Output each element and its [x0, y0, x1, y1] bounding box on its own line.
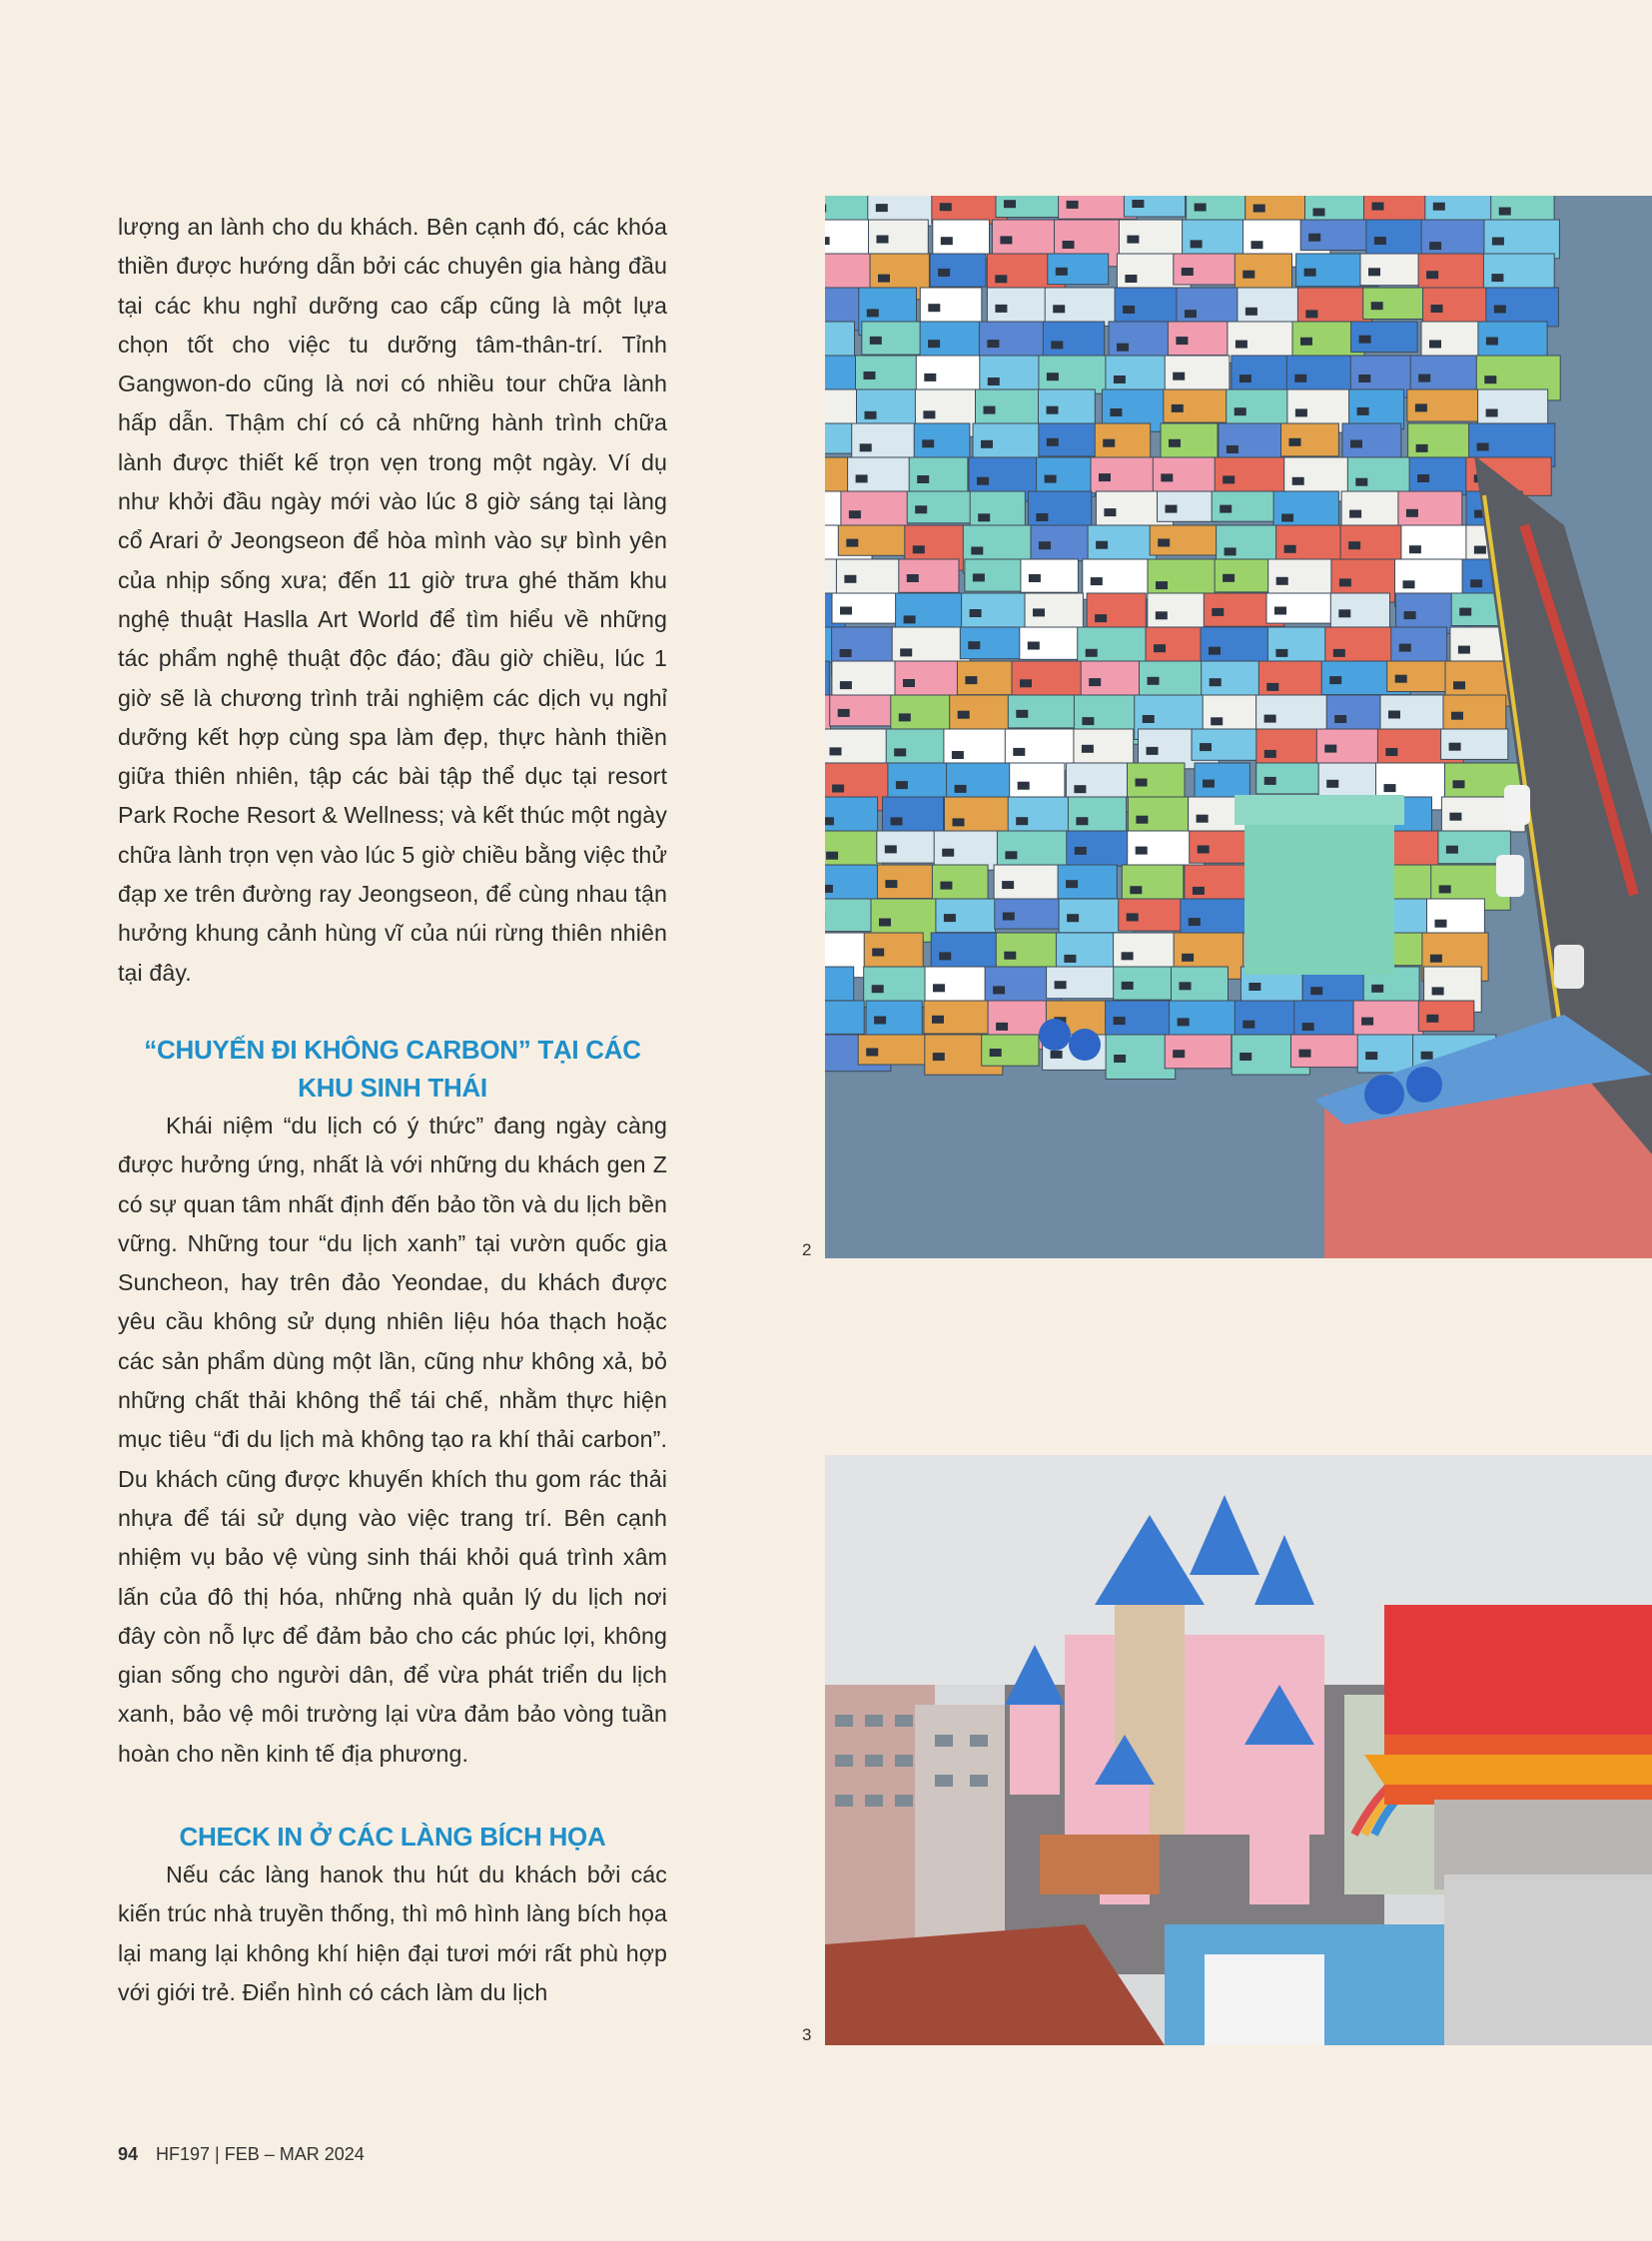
house-window [1064, 955, 1076, 963]
house-window [1365, 1052, 1377, 1060]
house-window [933, 1053, 945, 1061]
house-window [1329, 676, 1341, 684]
house-window [1197, 815, 1209, 823]
house-window [1284, 545, 1296, 553]
house-window [1122, 952, 1134, 960]
house-window [1089, 678, 1101, 686]
house-window [1368, 268, 1380, 276]
house-window [1176, 337, 1188, 345]
house-window [870, 337, 882, 345]
house-window [1096, 541, 1108, 549]
house-window [1136, 847, 1148, 855]
house-window [904, 615, 916, 623]
house-window [940, 203, 952, 211]
house-window [846, 539, 858, 547]
house-window [1220, 505, 1232, 513]
house-window [1494, 306, 1506, 314]
house-window [876, 204, 888, 212]
article-paragraph-3: Nếu các làng hanok thu hút du khách bởi các kiến trúc nhà truyền thống, thì mô hình làng bích họa lại mang lại không khí hiện đại tươi mới rất phù hợp với giới trẻ. Điển hình có cách làm du lịch [118, 1861, 667, 2005]
house-window [1033, 608, 1045, 616]
house-window [1499, 208, 1511, 216]
house-window [891, 817, 903, 825]
house-window [1275, 649, 1287, 657]
house-block [825, 423, 853, 453]
house-window [1292, 477, 1304, 485]
house-window [840, 649, 852, 657]
house-window [1051, 1051, 1063, 1059]
house-window [944, 914, 956, 922]
house-window [1004, 200, 1016, 208]
house-window [971, 547, 983, 555]
house-window [1294, 374, 1306, 382]
house-window [968, 641, 980, 649]
house-window [1114, 1055, 1126, 1063]
house-window [1029, 574, 1041, 582]
house-window [1333, 649, 1345, 657]
house-window [1117, 344, 1129, 352]
house-window [1432, 987, 1444, 995]
house-window [922, 439, 934, 447]
house-window [1066, 880, 1078, 888]
house-window [856, 474, 868, 482]
house-window [953, 818, 965, 826]
house-window [1385, 748, 1397, 756]
house-window [840, 607, 852, 615]
house-window [915, 505, 927, 513]
article-paragraph-1: lượng an lành cho du khách. Bên cạnh đó, các khóa thiền được hướng dẫn bởi các chuyên gia hàng đầu tại các khu nghỉ dưỡng cao cấp cũng là một lựa chọn tốt cho việc tu dưỡng tâm-thân-trí. Tỉnh Gangwon-do cũng là nơi có nhiều tour chữa lành hấp dẫn. Thậm chí có cả những hành trình chữa lành được thiết kế trọn vẹn trong một ngày. Ví dụ như khởi đầu ngày mới vào lúc 8 giờ sáng tại làng cổ Arari ở Jeongseon để hòa mình vào sự bình yên của nhịp sống xưa; đến 11 giờ trưa ghé thăm khu nghệ thuật Haslla Art World để tìm hiểu về những tác phẩm nghệ thuật độc đáo; đầu giờ chiều, lúc 1 giờ sẽ là chương trình trải nghiệm các dịch vụ nghỉ dưỡng kết hợp cùng spa làm đẹp, thực hành thiền giữa thiên nhiên, tập các bài tập thể dục tại resort Park Roche Resort & Wellness; và kết thúc một ngày chữa lành trọn vẹn vào lúc 5 giờ chiều bằng việc thử đạp xe trên đường ray Jeongseon, để cùng nhau tận hưởng khung cảnh hùng vĩ của núi rừng thiên nhiên tại đây. [118, 214, 667, 986]
house-window [825, 205, 826, 213]
house-window [1264, 715, 1276, 723]
house-window [928, 304, 940, 312]
house-window [1195, 204, 1207, 212]
house-window [1361, 1018, 1373, 1026]
house-window [1421, 1052, 1433, 1060]
house-window [924, 374, 936, 381]
house-window [1239, 374, 1251, 382]
house-window [1416, 444, 1428, 452]
house-window [958, 711, 970, 719]
house-block [825, 1001, 864, 1034]
photo-hillside-village [825, 196, 1652, 1258]
house-window [1264, 750, 1276, 758]
house-window [1281, 514, 1293, 522]
house-window [1130, 886, 1142, 894]
house-window [1339, 578, 1351, 586]
house-window [1426, 271, 1438, 279]
house-window [860, 443, 872, 451]
house-window [977, 477, 989, 485]
house-window [1036, 513, 1048, 521]
house-window [1143, 715, 1155, 723]
house-window [1274, 607, 1286, 615]
house-window [981, 440, 993, 448]
house-window [1047, 373, 1059, 380]
house-window [1308, 234, 1320, 242]
house-window [878, 275, 890, 283]
house-window [952, 751, 964, 759]
house-window [1388, 711, 1400, 719]
house-window [830, 747, 842, 755]
house-window [1266, 683, 1278, 691]
house-window [1067, 201, 1079, 209]
photo-castle-village [825, 1455, 1652, 2045]
house-window [1136, 816, 1148, 824]
house-window [1304, 269, 1316, 277]
house-window [899, 713, 911, 721]
house-window [1310, 987, 1322, 995]
house-window [1047, 438, 1059, 446]
house-window [1154, 644, 1166, 652]
house-window [1161, 473, 1173, 481]
house-window [1200, 743, 1212, 751]
house-window [1122, 982, 1134, 990]
house-window [1453, 780, 1465, 788]
house-window [1166, 505, 1178, 513]
house-window [1074, 785, 1086, 793]
house-window [879, 919, 891, 927]
photo-2-caption: 2 [802, 1240, 812, 1259]
house-window [973, 573, 985, 581]
house-window [942, 849, 954, 857]
house-window [913, 545, 925, 553]
house-window [1477, 443, 1489, 451]
house-window [1334, 715, 1346, 723]
house-window [1395, 675, 1407, 683]
house-window [1018, 782, 1030, 790]
house-window [1449, 743, 1461, 751]
house-window [1003, 913, 1015, 921]
house-window [1431, 305, 1443, 313]
house-window [1211, 717, 1223, 725]
house-window [1417, 474, 1429, 482]
house-window [1449, 813, 1461, 821]
house-window [1212, 608, 1224, 616]
house-window [1173, 1050, 1185, 1058]
house-window [907, 574, 919, 582]
house-window [1013, 748, 1025, 756]
house-window [1082, 717, 1094, 725]
house-window [1053, 305, 1065, 313]
house-window [1127, 913, 1139, 921]
house-window [1227, 445, 1239, 453]
house-window [825, 817, 834, 825]
house-window [1355, 478, 1367, 486]
house-window [1005, 851, 1017, 859]
house-window [896, 781, 908, 789]
house-window [838, 709, 850, 717]
section-heading-mural-villages: CHECK IN Ở CÁC LÀNG BÍCH HỌA [179, 1821, 606, 1852]
house-window [978, 513, 990, 521]
house-window [885, 845, 897, 853]
house-window [1295, 408, 1307, 416]
house-window [1002, 881, 1014, 889]
house-window [1158, 539, 1170, 547]
house-window [1302, 1023, 1314, 1031]
house-window [1348, 541, 1360, 549]
house-window [885, 880, 897, 888]
house-window [1000, 236, 1012, 244]
house-window [1180, 982, 1192, 990]
house-window [1156, 611, 1168, 619]
house-window [941, 237, 953, 245]
house-window [1253, 205, 1265, 213]
house-window [1372, 203, 1384, 211]
house-window [1172, 404, 1184, 412]
article-column [118, 208, 667, 2012]
house-window [1486, 409, 1498, 417]
house-window [1371, 302, 1383, 310]
house-window [1384, 784, 1396, 792]
house-window [1114, 375, 1126, 383]
house-window [1055, 981, 1067, 989]
house-block [825, 322, 855, 359]
house-window [1433, 203, 1445, 211]
house-window [1299, 1050, 1311, 1058]
house-window [1075, 847, 1087, 855]
house-window [1313, 208, 1325, 216]
house-window [864, 372, 876, 379]
house-window [1051, 341, 1063, 349]
house-window [996, 1023, 1008, 1031]
house-window [1095, 614, 1107, 622]
house-window [840, 681, 852, 689]
house-window [1399, 644, 1411, 652]
house-window [1350, 440, 1362, 448]
house-window [932, 1016, 944, 1024]
house-window [1429, 341, 1441, 349]
house-window [939, 952, 951, 960]
house-window [1099, 473, 1111, 481]
house-window [1326, 780, 1338, 788]
house-window [1020, 679, 1032, 687]
house-window [984, 406, 996, 414]
house-window [928, 340, 940, 348]
house-window [1486, 338, 1498, 346]
house-window [894, 748, 906, 756]
house-window [877, 236, 889, 244]
house-window [1264, 777, 1276, 785]
house-window [1110, 408, 1122, 416]
house-window [1418, 374, 1430, 382]
house-window [1235, 407, 1246, 415]
house-window [1182, 954, 1194, 962]
house-window [1491, 274, 1503, 282]
house-window [832, 785, 844, 793]
house-window [1359, 336, 1371, 344]
house-window [826, 852, 838, 860]
house-window [1458, 646, 1470, 654]
house-window [1114, 1017, 1126, 1025]
house-window [1409, 545, 1421, 553]
house-window [1357, 407, 1369, 415]
house-window [1173, 373, 1185, 380]
house-window [1127, 236, 1139, 244]
house-window [1338, 609, 1350, 617]
house-window [1103, 439, 1115, 447]
house-window [1439, 885, 1451, 893]
house-window [825, 885, 833, 893]
house-window [1492, 238, 1504, 246]
house-window [993, 986, 1005, 994]
house-window [1474, 546, 1486, 554]
house-window [1484, 375, 1496, 383]
house-window [1193, 887, 1205, 895]
house-window [844, 575, 856, 583]
house-window [987, 340, 999, 348]
house-window [1063, 241, 1075, 249]
house-window [1403, 580, 1415, 588]
house-window [1459, 608, 1471, 616]
house-window [1045, 475, 1057, 483]
photo-3-caption: 3 [802, 2025, 812, 2044]
house-window [940, 882, 952, 890]
house-window [933, 984, 945, 992]
house-window [1435, 920, 1447, 928]
house-window [1004, 952, 1016, 960]
house-window [970, 609, 982, 617]
house-window [1016, 817, 1028, 825]
house-window [1245, 308, 1257, 316]
house-window [1324, 745, 1336, 753]
house-window [872, 985, 884, 993]
house-window [1239, 1053, 1251, 1061]
house-window [1169, 439, 1181, 447]
house-window [900, 648, 912, 656]
house-window [1289, 438, 1301, 446]
house-window [874, 1017, 886, 1025]
house-window [988, 377, 1000, 385]
house-window [1276, 577, 1288, 585]
house-window [1300, 338, 1312, 346]
house-window [1016, 710, 1028, 718]
house-window [1104, 508, 1116, 516]
house-window [1039, 541, 1051, 549]
house-window [938, 269, 950, 277]
house-window [923, 410, 935, 418]
house-window [1242, 271, 1254, 279]
house-window [1426, 1015, 1438, 1023]
house-window [1453, 681, 1465, 689]
house-window [1415, 403, 1427, 411]
house-window [825, 237, 830, 245]
house-window [1191, 240, 1203, 248]
house-window [965, 676, 977, 684]
house-window [1082, 745, 1094, 753]
house-window [995, 305, 1007, 313]
house-window [1236, 341, 1247, 349]
house-window [1125, 275, 1137, 283]
page-number: 94 [118, 2144, 139, 2164]
house-window [1210, 678, 1222, 686]
house-window [1209, 647, 1221, 655]
house-window [1189, 918, 1201, 926]
house-window [1185, 310, 1197, 318]
house-window [1305, 310, 1317, 318]
house-window [1374, 237, 1386, 245]
section-heading-zero-carbon: “CHUYẾN ĐI KHÔNG CARBON” TẠI CÁC KHU SINH THÁI [144, 1034, 641, 1103]
house-window [865, 411, 877, 419]
house-window [866, 1049, 878, 1057]
house-window [1248, 983, 1260, 991]
house-window [1086, 649, 1098, 657]
house-window [1223, 475, 1235, 483]
house-window [1136, 779, 1148, 787]
house-window [1047, 406, 1059, 414]
page-footer [118, 2144, 365, 2165]
house-window [1156, 581, 1168, 589]
house-window [1429, 242, 1441, 250]
house-window [1446, 846, 1458, 854]
house-window [1406, 509, 1418, 517]
house-window [1091, 577, 1103, 585]
house-window [1404, 611, 1416, 619]
house-window [917, 475, 929, 483]
house-window [1076, 817, 1088, 825]
house-window [1349, 510, 1361, 518]
house-window [903, 679, 915, 687]
house-block [825, 661, 829, 697]
house-window [1371, 985, 1383, 993]
house-window [1223, 574, 1235, 582]
house-block [825, 967, 854, 1001]
house-window [1203, 780, 1215, 788]
house-window [1198, 846, 1210, 854]
house-window [1132, 200, 1144, 208]
house-window [1178, 1018, 1190, 1026]
house-window [867, 309, 879, 317]
house-window [849, 510, 861, 518]
house-window [1225, 547, 1237, 555]
house-window [995, 275, 1007, 283]
house-window [1056, 268, 1068, 276]
house-window [1147, 747, 1159, 755]
house-window [1242, 1021, 1254, 1029]
house-window [1028, 642, 1040, 650]
issue-label: HF197 | FEB – MAR 2024 [156, 2144, 365, 2164]
house-window [955, 785, 967, 793]
house-window [872, 949, 884, 957]
house-window [1182, 268, 1194, 276]
house-window [1251, 241, 1263, 249]
house-window [1067, 914, 1079, 922]
house-window [990, 1049, 1002, 1057]
house-window [1430, 955, 1442, 963]
house-window [1358, 374, 1370, 382]
house-window [1451, 712, 1463, 720]
house-window [1123, 306, 1135, 314]
house-window [1470, 579, 1482, 587]
house-window [1148, 677, 1160, 685]
article-paragraph-2: Khái niệm “du lịch có ý thức” đang ngày càng được hưởng ứng, nhất là với những du khách gen Z có sự quan tâm nhất định đến bảo tồn và du lịch bền vững. Những tour “du lịch xanh” tại vườn quốc gia Suncheon, hay trên đảo Yeondae, du khách được yêu cầu không sử dụng nhiên liệu hóa thạch hoặc các sản phẩm dùng một lần, cũng như không xả, bỏ những chất thải không thể tái chế, nhằm thực hiện mục tiêu “đi du lịch mà không tạo ra khí thải carbon”. Du khách cũng được khuyến khích thu gom rác thải nhựa để tái sử dụng vào việc trang trí. Bên cạnh nhiệm vụ bảo vệ vùng sinh thái khỏi quá trình xâm lấn của đô thị hóa, những nhà quản lý du lịch nơi đây còn nỗ lực để đảm bảo cho các phúc lợi, không gian sống cho người dân, để vừa phát triển du lịch xanh, bảo vệ môi trường lại vừa đảm bảo vòng tuần hoàn cho nền kinh tế địa phương. [118, 1112, 667, 1767]
